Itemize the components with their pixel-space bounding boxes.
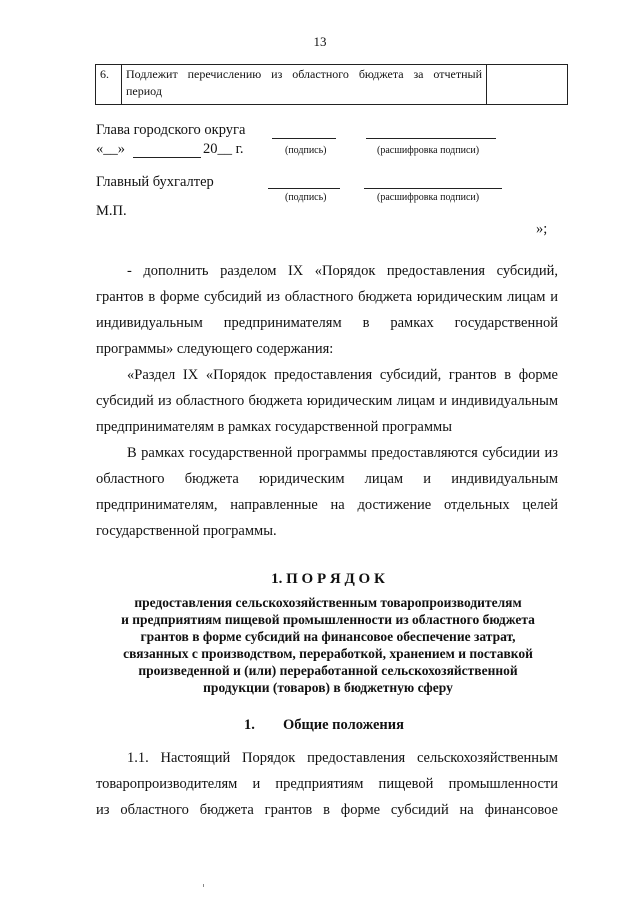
signature-caption: (подпись) (285, 145, 327, 156)
table-row (96, 65, 568, 105)
table-row-text (122, 65, 487, 105)
order-subtitle-line: продукции (товаров) в бюджетную сферу (203, 680, 453, 695)
paragraph-line: предпринимателям, направленные на достижение отдельных целей (96, 497, 558, 513)
paragraph-line: областного бюджета юридическим лицам и индивидуальным (96, 471, 558, 487)
table-row-text-line: период (126, 84, 162, 98)
report-table (95, 64, 568, 105)
paragraph-line: В рамках государственной программы предоставляются субсидии из (127, 445, 558, 461)
section-title: Общие положения (283, 717, 404, 733)
paragraph-line: «Раздел IX «Порядок предоставления субсидий, грантов в форме (127, 367, 558, 383)
order-subtitle-line: произведенной и (или) переработанной сельскохозяйственной (138, 663, 518, 678)
paragraph-line: индивидуальным предпринимателям в рамках государственной (96, 315, 558, 331)
signature-caption: (подпись) (285, 192, 327, 203)
table-row-number: 6. (96, 65, 122, 105)
table-row-text-line: Подлежит перечислению из областного бюджета за отчетный (126, 67, 482, 81)
paragraph-line: грантов в форме субсидий из областного бюджета юридическим лицам и (96, 289, 558, 305)
clause-line: 1.1. Настоящий Порядок предоставления сельскохозяйственным (127, 750, 558, 766)
head-title: Глава городского округа (96, 122, 246, 138)
stamp-label: М.П. (96, 203, 127, 219)
order-subtitle-line: предоставления сельскохозяйственным товаропроизводителям (134, 595, 522, 610)
clause-line: товаропроизводителям и предприятиям пищевой промышленности (96, 776, 558, 792)
order-subtitle-line: грантов в форме субсидий на финансовое обеспечение затрат, (140, 629, 516, 644)
paragraph-line: предпринимателям в рамках государственной программы (96, 419, 452, 435)
date-year: 20__ г. (203, 141, 244, 157)
date-month-line (133, 157, 201, 158)
decode-caption: (расшифровка подписи) (377, 145, 480, 156)
scan-mark (203, 884, 204, 887)
paragraph-line: - дополнить разделом IX «Порядок предоставления субсидий, (127, 263, 558, 279)
order-subtitle-line: и предприятиям пищевой промышленности из областного бюджета (121, 612, 535, 627)
signature-line (272, 138, 336, 139)
section-number: 1. (244, 717, 255, 733)
signature-line (268, 188, 340, 189)
decode-line (366, 138, 496, 139)
decode-caption: (расшифровка подписи) (377, 192, 480, 203)
paragraph-line: программы» следующего содержания: (96, 341, 334, 357)
date-day: «__» (96, 141, 125, 157)
paragraph-line: государственной программы. (96, 523, 277, 539)
accountant-title: Главный бухгалтер (96, 174, 214, 190)
order-subtitle-line: связанных с производством, переработкой, хранением и поставкой (123, 646, 533, 661)
table-row-value (487, 65, 568, 105)
paragraph-line: субсидий из областного бюджета юридическим лицам и индивидуальным (96, 393, 558, 409)
page-number: 13 (313, 34, 327, 49)
order-heading: 1. П О Р Я Д О К (271, 571, 385, 587)
clause-line: из областного бюджета грантов в форме субсидий на финансовое (96, 802, 558, 818)
closing-quote: »; (536, 221, 548, 237)
decode-line (364, 188, 502, 189)
